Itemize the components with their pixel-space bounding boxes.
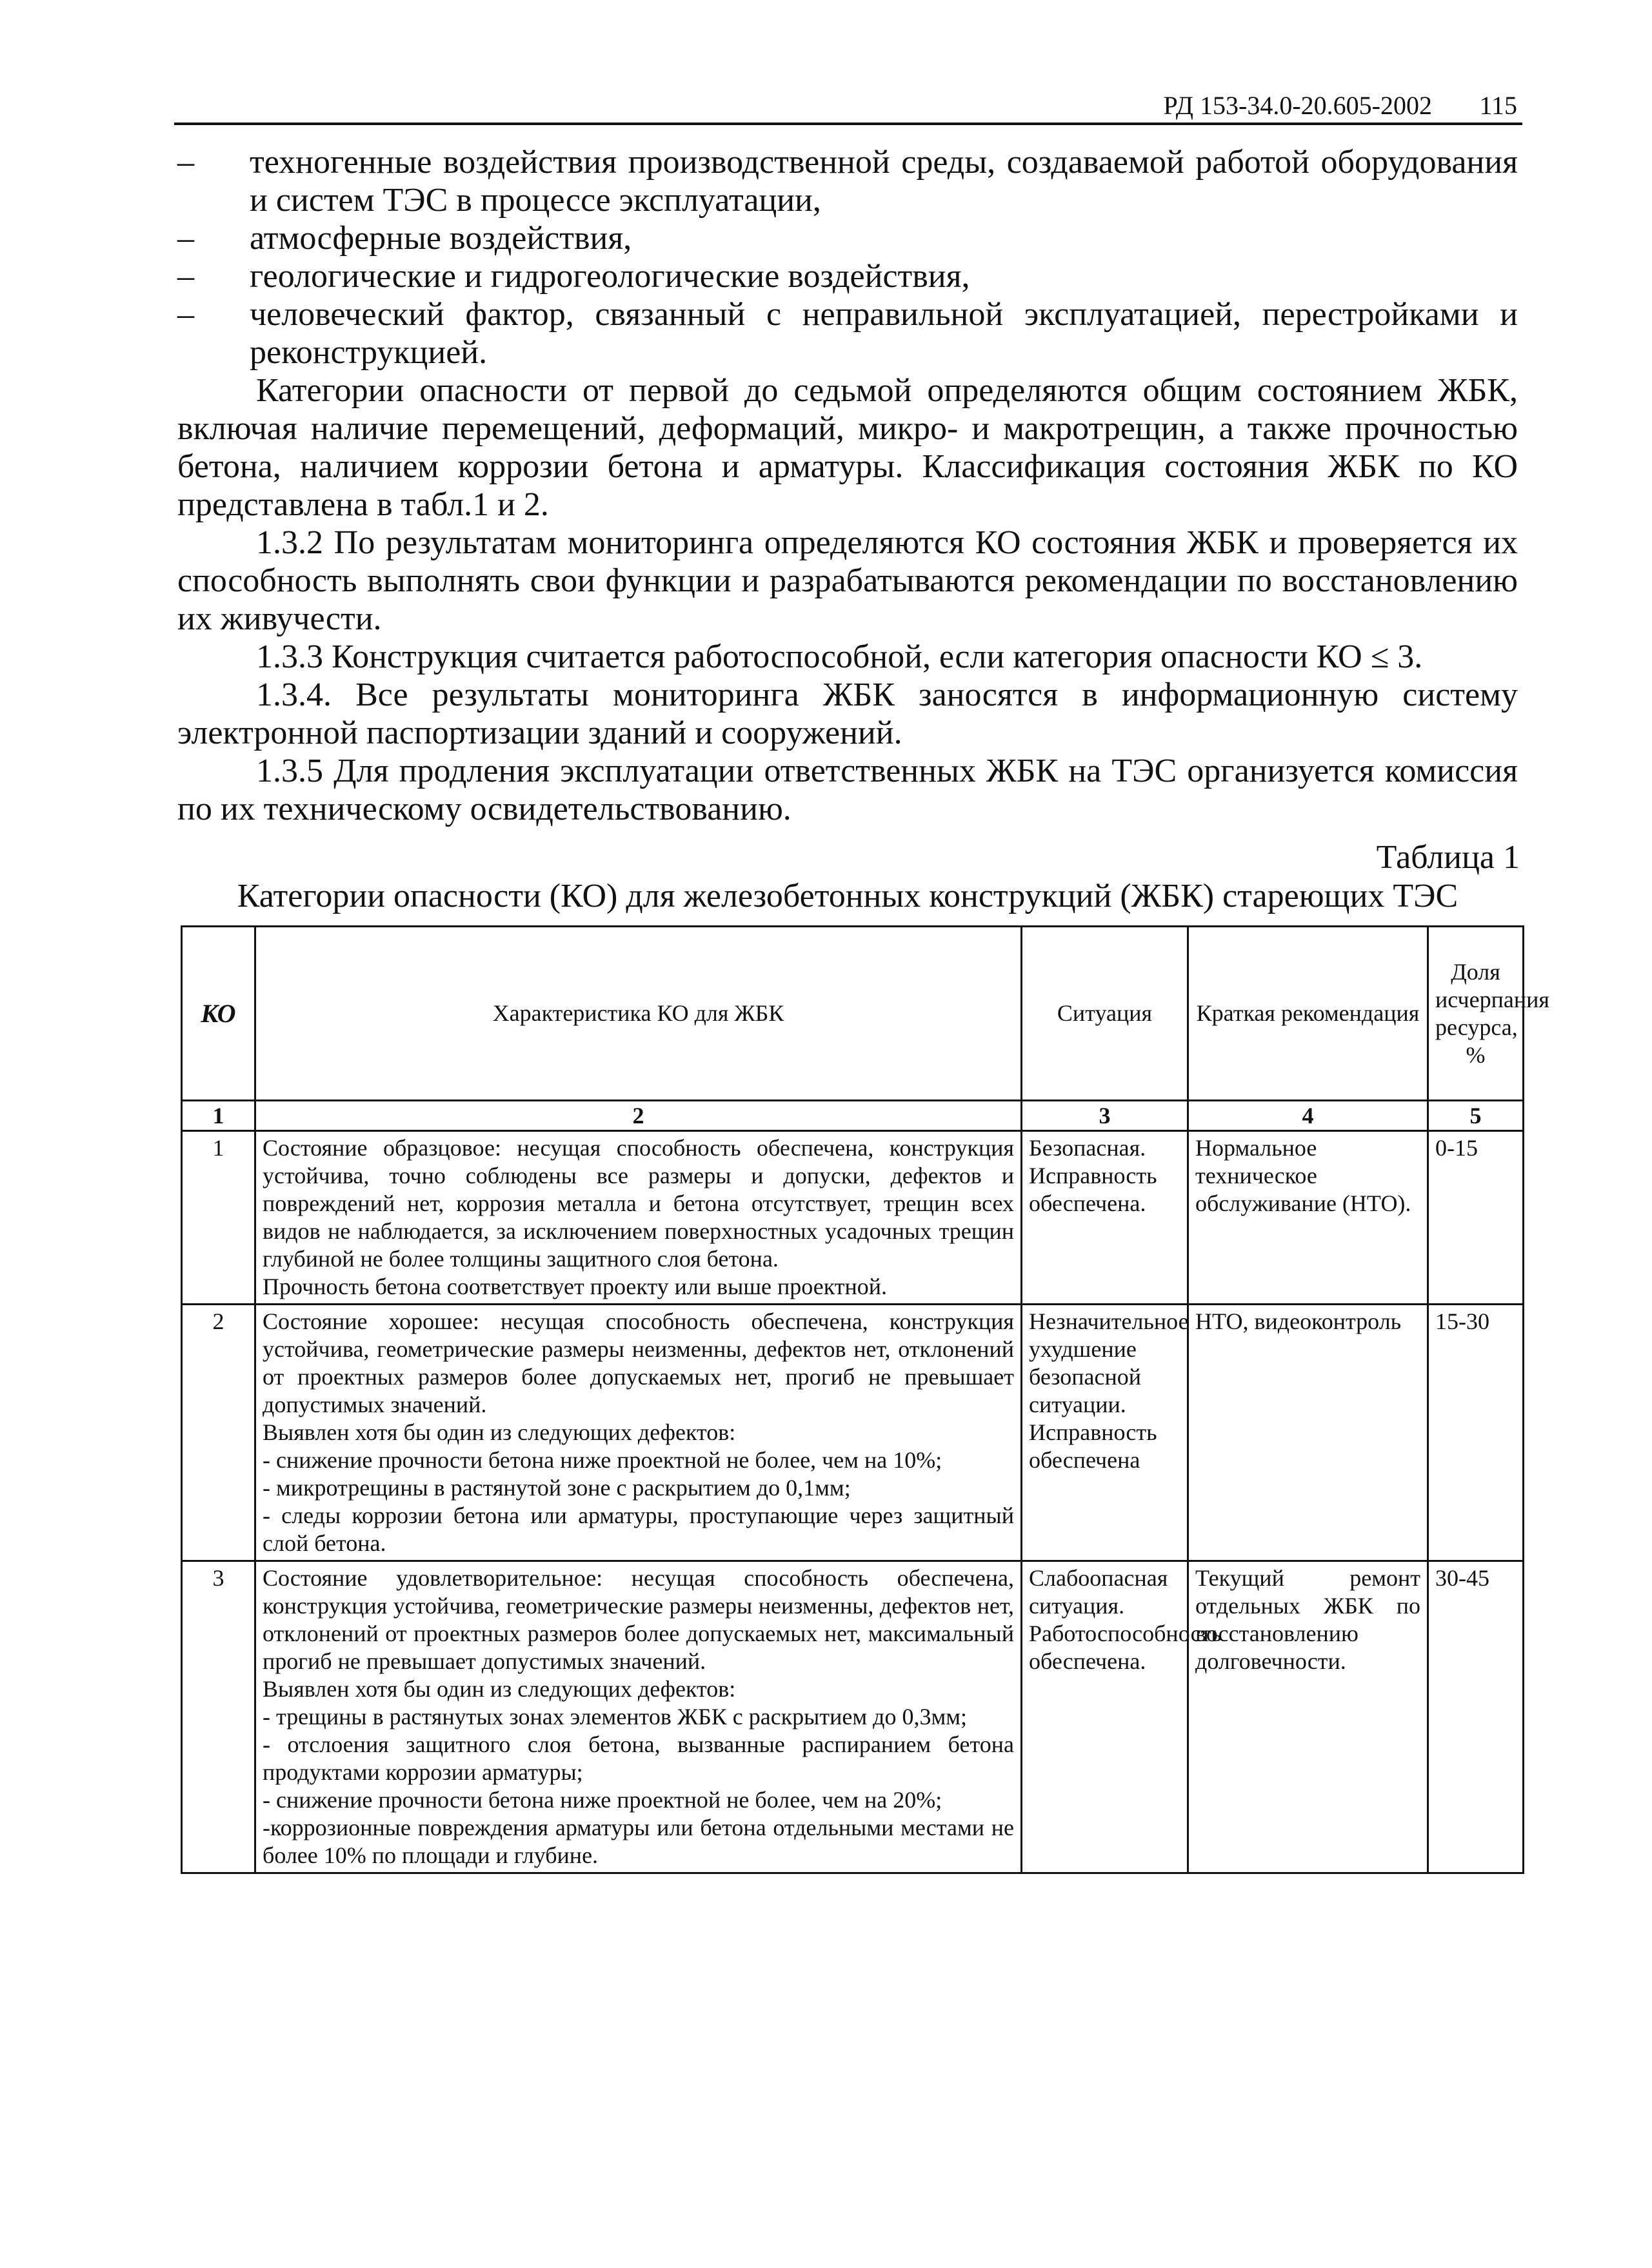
recommendation-cell: Текущий ремонт отдельных ЖБК по восстановлению долговечности. [1188,1561,1428,1873]
resource-cell: 0-15 [1428,1131,1524,1305]
ko-value: 3 [182,1561,255,1873]
bullet-item: – атмосферные воздействия, [177,220,632,257]
paragraph-1-3-5: 1.3.5 Для продления эксплуатации ответственных ЖБК на ТЭС организуется комиссия по их техническому освидетельствованию. [177,753,1518,827]
bullet-item: – человеческий фактор, связанный с неправильной эксплуатацией, перестройками и реконструкцией. [177,296,1518,371]
situation-cell: Слабоопасная ситуация. Работоспособность обеспечена. [1022,1561,1188,1873]
paragraph-1-3-4: 1.3.4. Все результаты мониторинга ЖБК заносятся в информационную систему электронной паспортизации зданий и сооружений. [177,676,1518,751]
table-header-row [182,927,1524,1101]
situation-cell: Безопасная. Исправность обеспечена. [1022,1131,1188,1305]
recommendation-cell: Нормальное техническое обслуживание (НТО). [1188,1131,1428,1305]
header-characteristic: Характеристика КО для ЖБК [255,927,1022,1101]
ko-value: 2 [182,1305,255,1561]
column-number: 4 [1188,1101,1428,1131]
table-row [182,1561,1524,1873]
column-number: 1 [182,1101,255,1131]
resource-cell: 15-30 [1428,1305,1524,1561]
header-ko: КО [182,927,255,1101]
bullet-item: – геологические и гидрогеологические воздействия, [177,258,970,295]
characteristic-cell: Состояние хорошее: несущая способность обеспечена, конструкция устойчива, геометрические размеры неизменны, дефектов нет, отклонений от проектных размеров более допускаемых нет, прогиб не превышает допустимых значений. Выявлен хотя бы один из следующих дефектов: - снижение прочности бетона ниже проектной не более, чем на 10%; - микротрещины в растянутой зоне с раскрытием до 0,1мм; - следы коррозии бетона или арматуры, проступающие через защитный слой бетона. [255,1305,1022,1561]
table-title: Категории опасности (КО) для железобетонных конструкций (ЖБК) стареющих ТЭС [237,878,1458,914]
recommendation-cell: НТО, видеоконтроль [1188,1305,1428,1561]
page-number: 115 [1479,91,1517,120]
column-number: 3 [1022,1101,1188,1131]
table-label: Таблица 1 [1376,839,1520,876]
characteristic-cell: Состояние удовлетворительное: несущая способность обеспечена, конструкция устойчива, геометрические размеры неизменны, дефектов нет, отклонений от проектных размеров более допускаемых нет, максимальный прогиб не превышает допустимых значений. Выявлен хотя бы один из следующих дефектов: - трещины в растянутых зонах элементов ЖБК с раскрытием до 0,3мм; - отслоения защитного слоя бетона, вызванные распиранием бетона продуктами коррозии арматуры; - снижение прочности бетона ниже проектной не более, чем на 20%; -коррозионные повреждения арматуры или бетона отдельными местами не более 10% по площади и глубине. [255,1561,1022,1873]
situation-cell: Незначительное ухудшение безопасной ситуации. Исправность обеспечена [1022,1305,1188,1561]
header-resource: Доля исчерпания ресурса, % [1428,927,1524,1101]
body-text [177,143,1518,828]
column-number: 5 [1428,1101,1524,1131]
ko-table [181,925,1549,1874]
paragraph-1-3-3: 1.3.3 Конструкция считается работоспособной, если категория опасности КО ≤ 3. [256,638,1423,675]
paragraph-categories: Категории опасности от первой до седьмой определяются общим состоянием ЖБК, включая наличие перемещений, деформаций, микро- и макротрещин, а также прочностью бетона, наличием коррозии бетона и арматуры. Классификация состояния ЖБК по КО представлена в табл.1 и 2. [177,372,1518,523]
table-row [182,1305,1524,1561]
column-number: 2 [255,1101,1022,1131]
ko-value: 1 [182,1131,255,1305]
header-recommendation: Краткая рекомендация [1188,927,1428,1101]
paragraph-1-3-2: 1.3.2 По результатам мониторинга определяются КО состояния ЖБК и проверяется их способность выполнять свои функции и разрабатываются рекомендации по восстановлению их живучести. [177,524,1518,637]
characteristic-cell: Состояние образцовое: несущая способность обеспечена, конструкция устойчива, точно соблюдены все размеры и допуски, дефектов и повреждений нет, коррозия металла и бетона отсутствует, трещин всех видов не наблюдается, за исключением поверхностных усадочных трещин глубиной не более толщины защитного слоя бетона. Прочность бетона соответствует проекту или выше проектной. [255,1131,1022,1305]
document-code: РД 153-34.0-20.605-2002 [1163,91,1432,120]
page-header [174,90,1522,125]
header-situation: Ситуация [1022,927,1188,1101]
bullet-item: – техногенные воздействия производственной среды, создаваемой работой оборудования и систем ТЭС в процессе эксплуатации, [177,144,1518,219]
table-row [182,1131,1524,1305]
column-numbers-row [182,1101,1524,1131]
resource-cell: 30-45 [1428,1561,1524,1873]
